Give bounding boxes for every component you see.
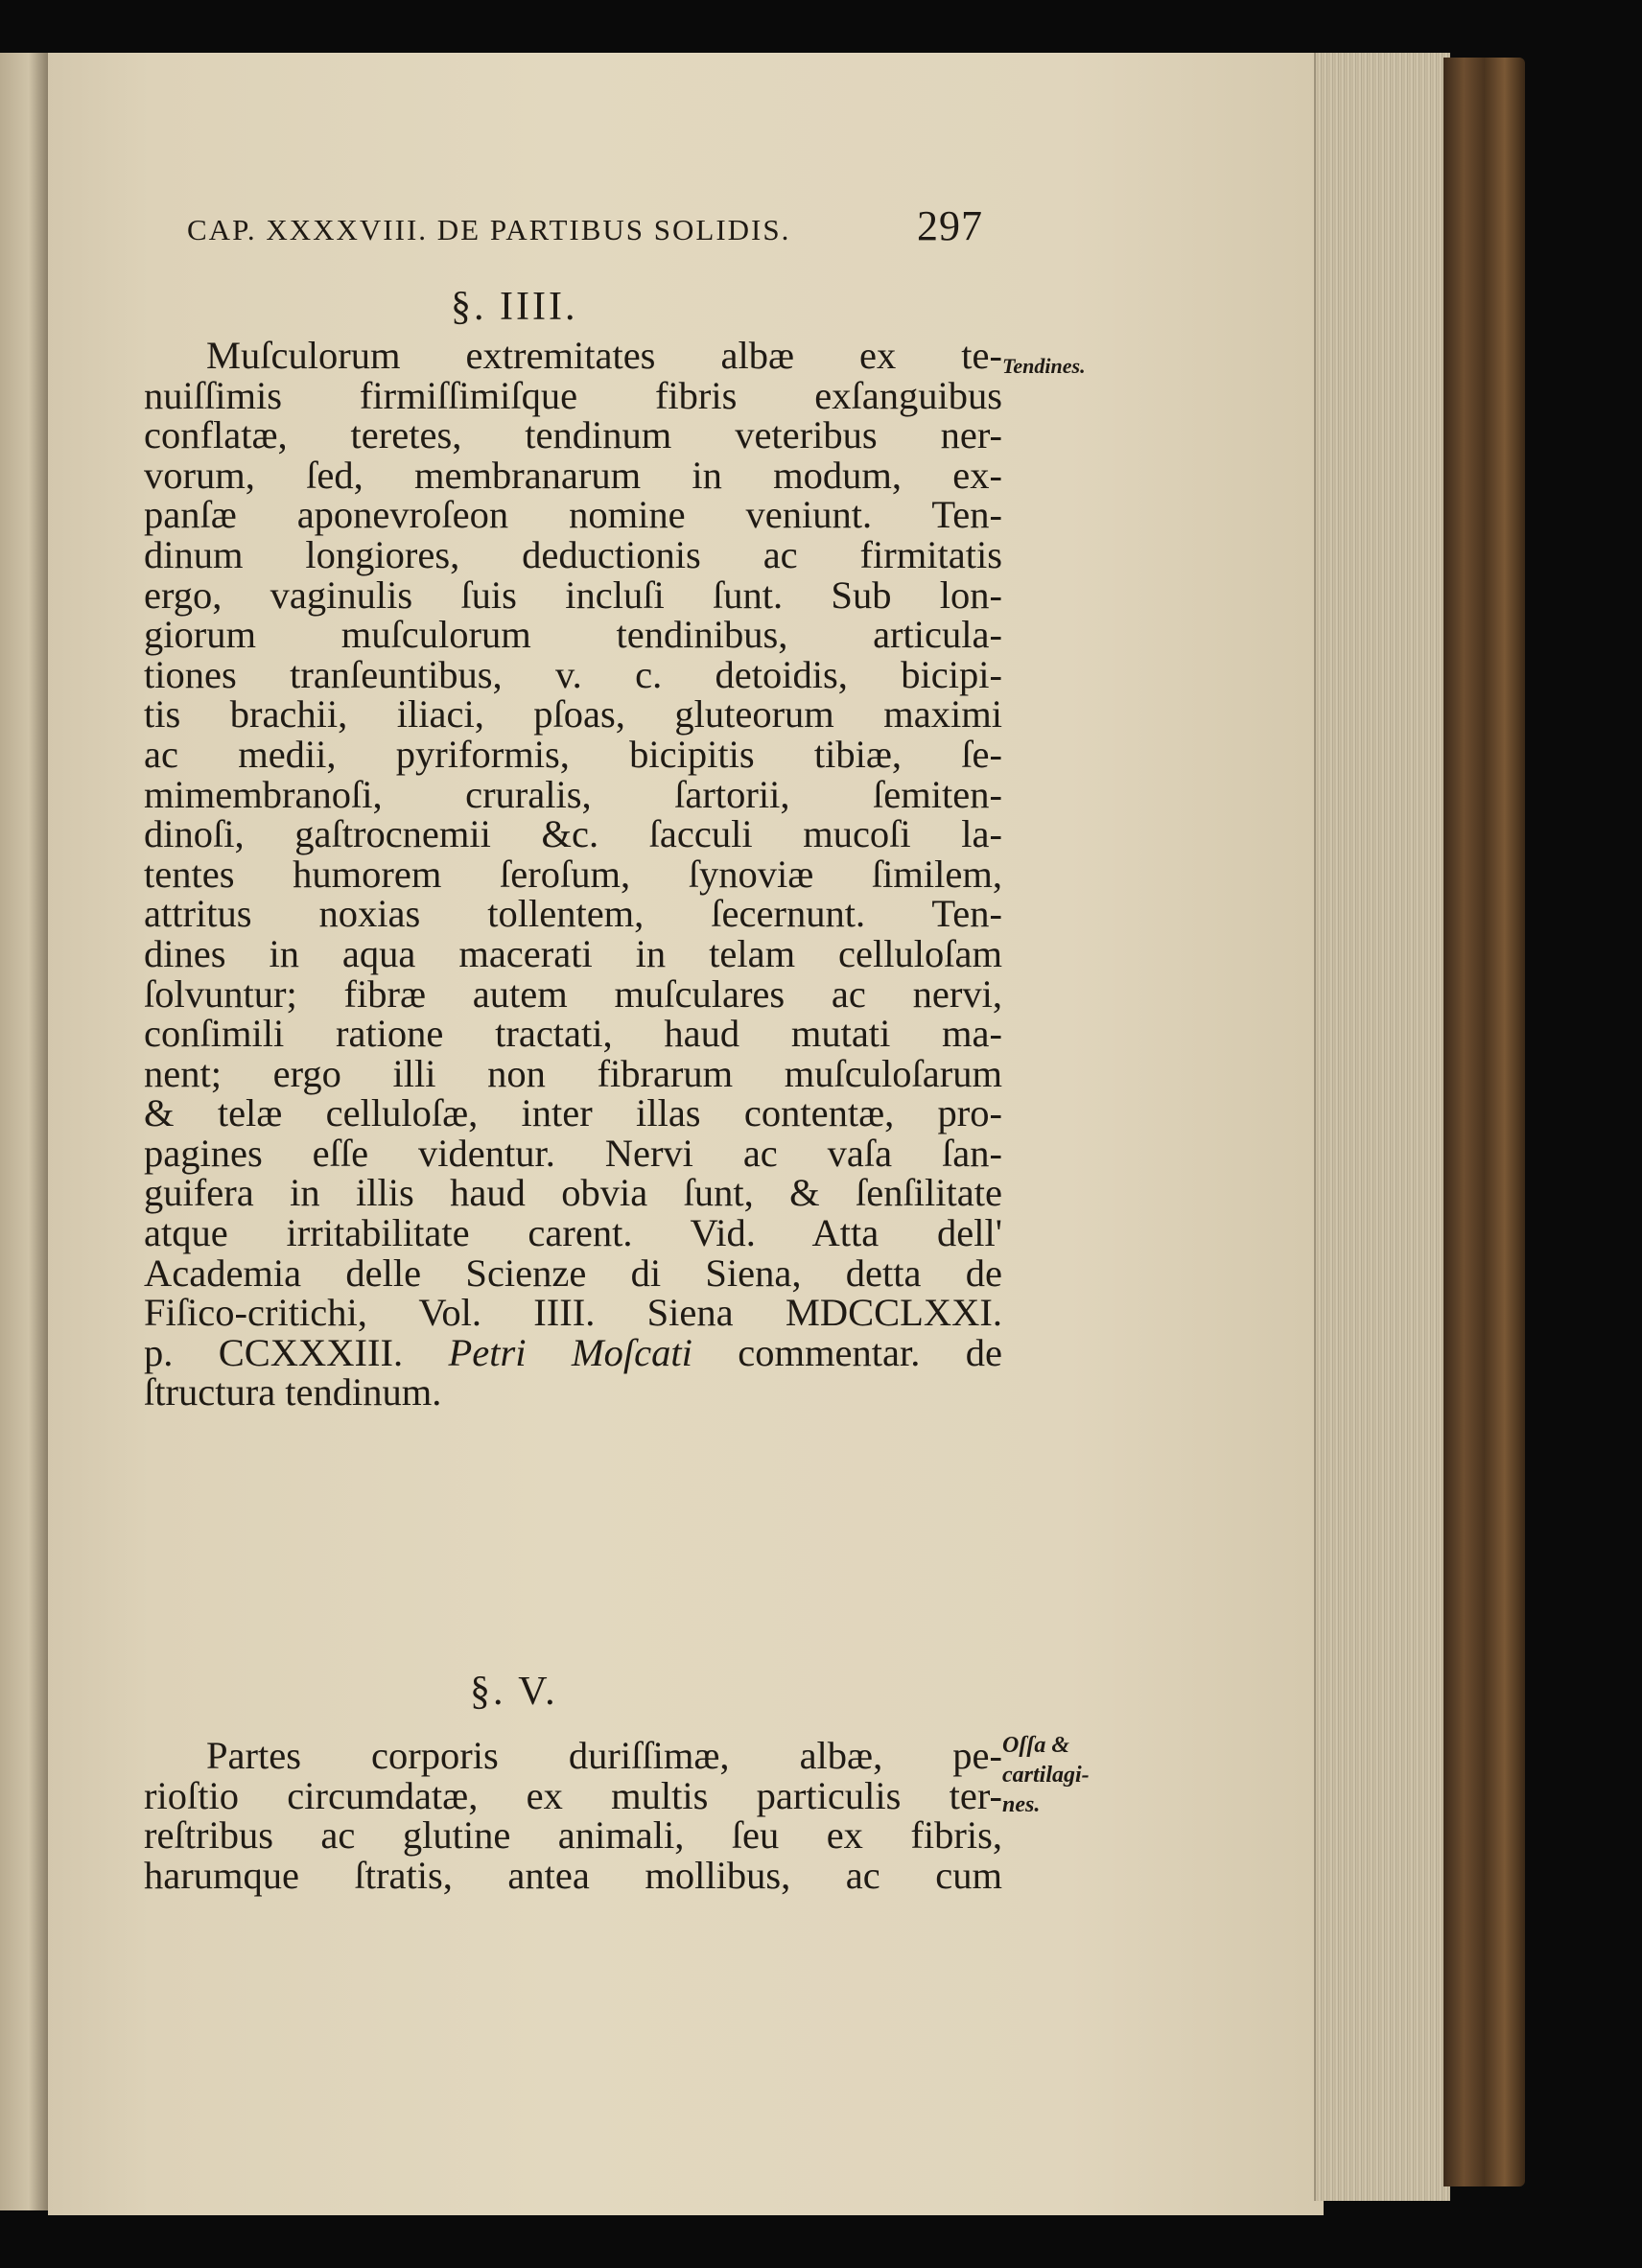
text-line: nent; ergo illi non fibrarum muſculoſarum [144,1051,1002,1095]
text-line: vorum, ſed, membranarum in modum, ex- [144,453,1002,497]
text-line: ſtructura tendinum. [144,1370,442,1415]
text-line: panſæ aponevroſeon nomine veniunt. Ten- [144,493,1002,537]
previous-page-edge [0,53,50,2210]
margin-note-line: Oſſa & [1002,1733,1069,1758]
text-line: atque irritabilitate carent. Vid. Atta dell' [144,1211,1002,1255]
text-line: reſtribus ac glutine animali, ſeu ex fibris, [144,1813,1002,1858]
text-line: ſolvuntur; fibræ autem muſculares ac nervi, [144,971,1002,1016]
paragraph-section-4 [144,336,1002,1413]
running-head-title: CAP. XXXXVIII. DE PARTIBUS SOLIDIS. [187,213,791,246]
margin-note-tendines: Tendines. [1002,354,1086,378]
text-line: harumque ſtratis, antea mollibus, ac cum [144,1853,1002,1897]
citation-prefix: p. CCXXXIII. [144,1330,449,1374]
text-line: tis brachii, iliaci, pſoas, gluteorum maximi [144,692,1002,737]
text-line: tentes humorem ſeroſum, ſynoviæ ſimilem, [144,852,1002,896]
citation-author: Petri Moſcati [448,1330,692,1374]
text-line: Academia delle Scienze di Siena, detta de [144,1251,1002,1295]
page-number: 297 [917,202,983,249]
text-line: Partes corporis duriſſimæ, albæ, pe- [206,1734,1002,1777]
text-line-citation [144,1330,1002,1374]
section-heading-5: §. V. [470,1670,558,1714]
text-line: ac medii, pyriformis, bicipitis tibiæ, ſe- [144,732,1002,776]
margin-note-ossa [1002,1731,1090,1820]
text-line: guifera in illis haud obvia ſunt, & ſenſilitate [144,1171,1002,1215]
text-line: giorum muſculorum tendinibus, articula- [144,613,1002,657]
text-line: dines in aqua macerati in telam celluloſam [144,931,1002,975]
paragraph-section-5 [144,1736,1002,1895]
text-line: conſimili ratione tractati, haud mutati ma- [144,1012,1002,1056]
text-line: conflatæ, teretes, tendinum veteribus ner- [144,413,1002,457]
text-line: mimembranoſi, cruralis, ſartorii, ſemiten- [144,772,1002,816]
text-line: pagines eſſe videntur. Nervi ac vaſa ſan- [144,1131,1002,1175]
text-line: Fiſico-critichi, Vol. IIII. Siena MDCCLXXI. [144,1291,1002,1335]
section-heading-4: §. IIII. [451,285,578,329]
text-line: dinoſi, gaſtrocnemii &c. ſacculi mucoſi la- [144,812,1002,856]
book-cover-board [1443,58,1525,2186]
page-fore-edges [1314,53,1450,2201]
text-line: ergo, vaginulis ſuis incluſi ſunt. Sub lon- [144,573,1002,617]
citation-tail: commentar. de [692,1330,1002,1374]
running-head [187,201,983,250]
text-line: attritus noxias tollentem, ſecernunt. Ten- [144,892,1002,936]
text-line: tiones tranſeuntibus, v. c. detoidis, bicipi- [144,652,1002,696]
margin-note-line: cartilagi- [1002,1763,1090,1788]
text-line: & telæ celluloſæ, inter illas contentæ, pro- [144,1091,1002,1135]
text-line: nuiſſimis firmiſſimiſque fibris exſanguibus [144,373,1002,417]
text-line: dinum longiores, deductionis ac firmitatis [144,532,1002,576]
margin-note-line: nes. [1002,1792,1041,1817]
text-line: Muſculorum extremitates albæ ex te- [206,334,1002,377]
text-line: rioſtio circumdatæ, ex multis particulis ter- [144,1773,1002,1817]
